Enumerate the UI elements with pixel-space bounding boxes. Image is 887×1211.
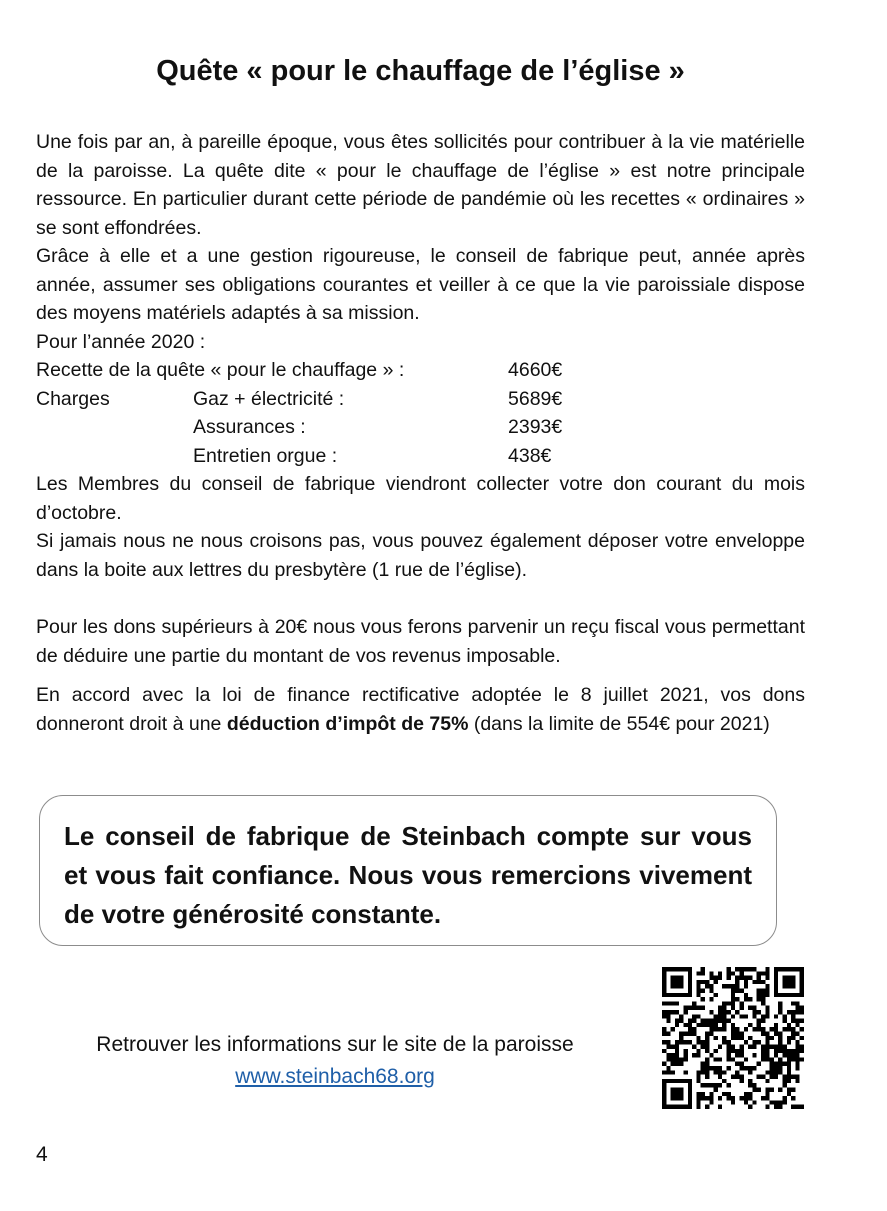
body-text	[36, 128, 805, 738]
charges-row-insurance	[36, 413, 805, 442]
year-label: Pour l’année 2020 :	[36, 330, 206, 353]
callout-text: Le conseil de fabrique de Steinbach compte sur vous et vous fait confiance. Nous vous remercions vivement de votre générosité constante.	[64, 821, 752, 929]
charges-row-gas	[36, 385, 805, 414]
footer	[30, 1029, 640, 1093]
intro-paragraph-1: Une fois par an, à pareille époque, vous êtes sollicités pour contribuer à la vie matérielle de la paroisse. La quête dite « pour le chauffage de l’église » est notre principale ressource. En particulier durant cette période de pandémie où les recettes « ordinaires » se sont effondrées.	[36, 131, 805, 239]
tax-text-after: (dans la limite de 554€ pour 2021)	[468, 712, 770, 735]
callout-box	[39, 795, 777, 946]
charges-label: Charges	[36, 387, 110, 410]
charge-value: 2393€	[508, 416, 563, 438]
charge-value: 438€	[508, 444, 552, 467]
tax-deduction-highlight: déduction d’impôt de 75%	[226, 712, 469, 735]
charges-row-organ	[36, 442, 805, 471]
income-row	[36, 356, 805, 385]
tax-paragraph-2	[36, 681, 805, 738]
intro-paragraph-2: Grâce à elle et a une gestion rigoureuse, le conseil de fabrique peut, année après année, assumer ses obligations courantes et veiller à ce que la vie paroissiale dispose des moyens matériels adaptés à sa mission.	[36, 245, 805, 324]
charge-label: Entretien orgue :	[193, 444, 338, 467]
website-link[interactable]: www.steinbach68.org	[235, 1065, 435, 1088]
collection-paragraph-2: Si jamais nous ne nous croisons pas, vous pouvez également déposer votre enveloppe dans la boite aux lettres du presbytère (1 rue de l’église).	[36, 530, 805, 581]
income-label: Recette de la quête « pour le chauffage » :	[36, 359, 405, 381]
qr-code-icon	[662, 967, 804, 1109]
charge-label: Assurances :	[193, 416, 306, 438]
tax-paragraph-1: Pour les dons supérieurs à 20€ nous vous ferons parvenir un reçu fiscal vous permettant de déduire une partie du montant de vos revenus imposable.	[36, 616, 805, 667]
footer-text: Retrouver les informations sur le site de la paroisse	[96, 1033, 574, 1056]
page-title: Quête « pour le chauffage de l’église »	[156, 55, 685, 87]
tax-text-before: En accord avec la loi de finance rectificative adoptée le 8 juillet 2021, vos dons donneront droit à une	[36, 684, 805, 735]
page-number: 4	[36, 1143, 48, 1166]
collection-paragraph-1: Les Membres du conseil de fabrique viendront collecter votre don courant du mois d’octobre.	[36, 473, 805, 524]
income-value: 4660€	[508, 359, 563, 381]
charge-value: 5689€	[508, 387, 563, 410]
charge-label: Gaz + électricité :	[193, 387, 345, 410]
